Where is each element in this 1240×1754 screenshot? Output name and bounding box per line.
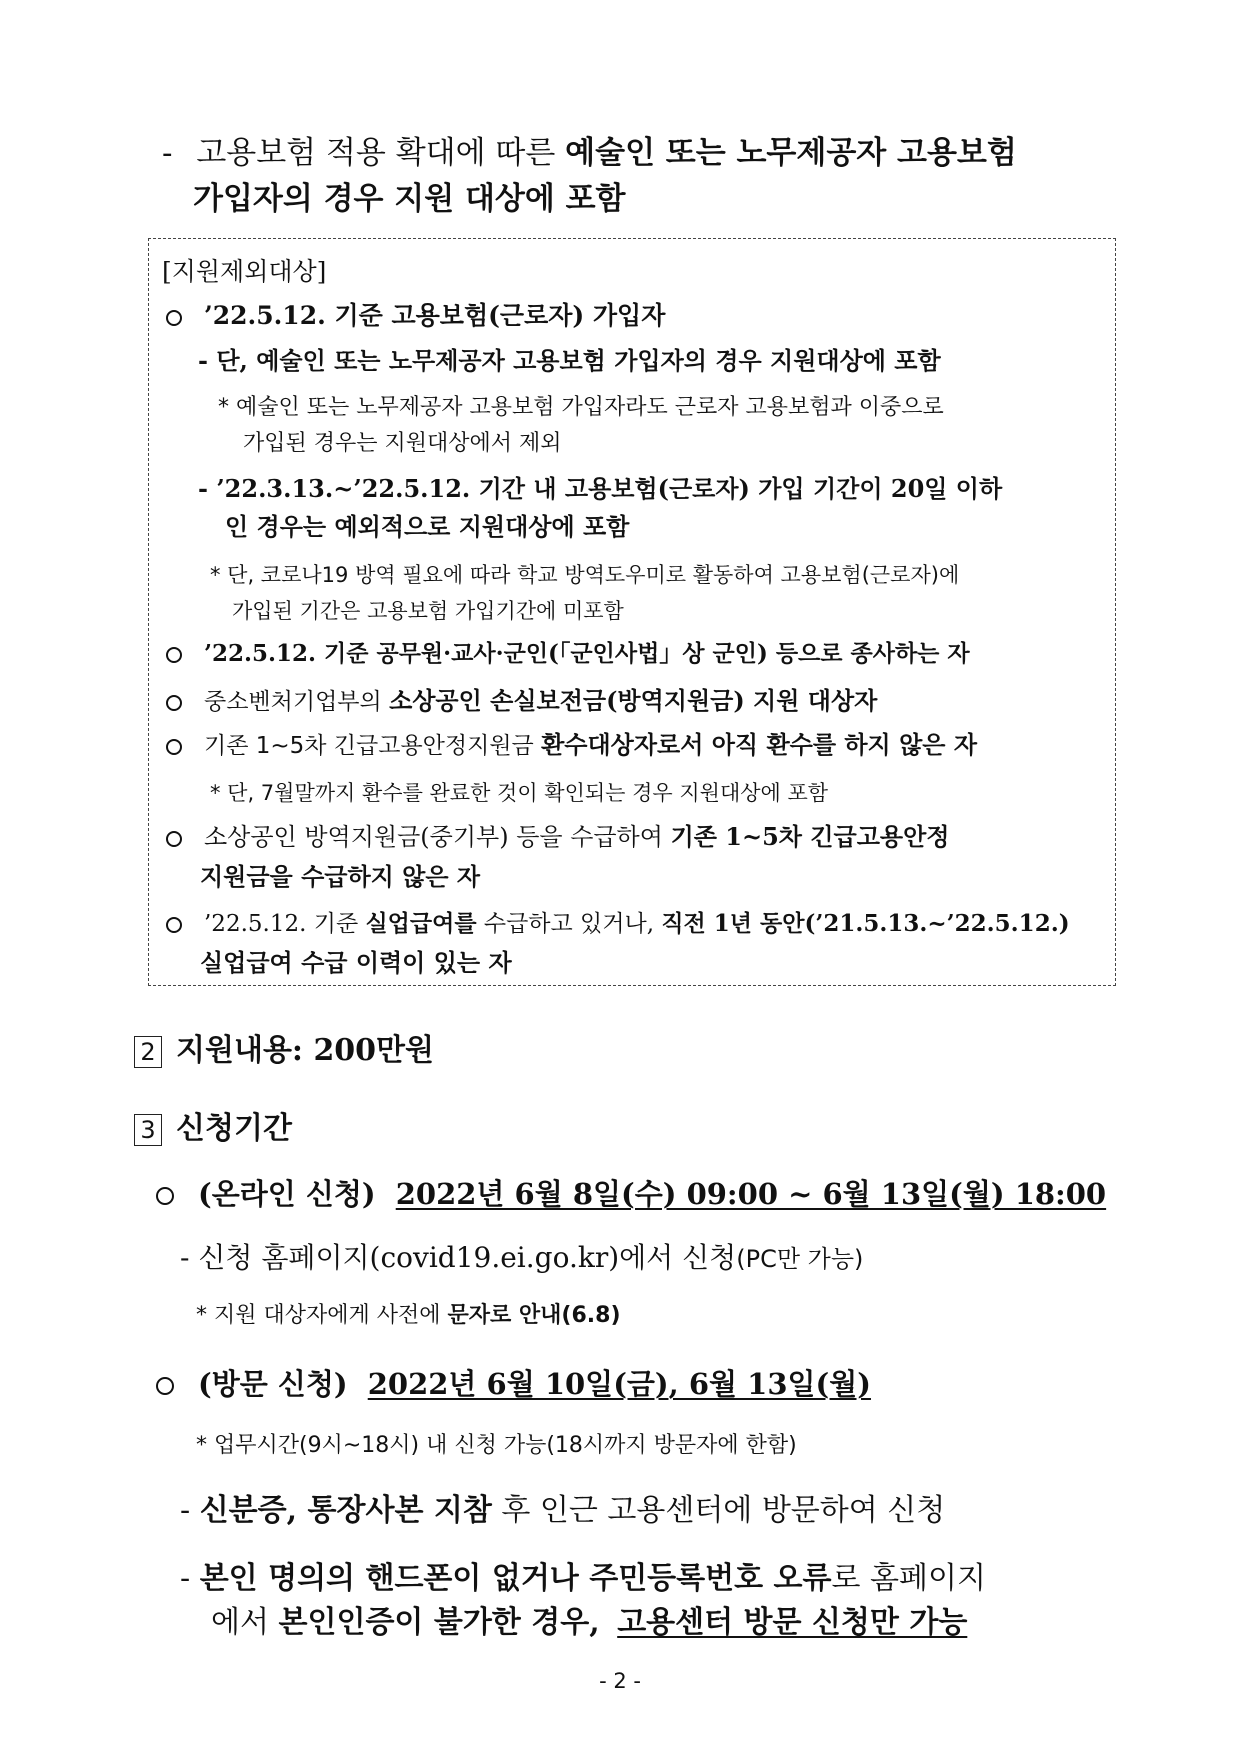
circle-bullet-icon: [166, 831, 182, 847]
visit-sub-2: - 본인 명의의 핸드폰이 없거나 주민등록번호 오류로 홈페이지: [180, 1561, 986, 1596]
circle-bullet-icon: [166, 917, 182, 933]
exclusion-item-6-cont: 실업급여 수급 이력이 있는 자: [200, 948, 512, 977]
intro-line-2: 가입자의 경우 지원 대상에 포함: [193, 181, 626, 217]
exclusion-item-1-note-2-cont: 가입된 기간은 고용보험 가입기간에 미포함: [232, 599, 624, 623]
section-number-box: 3: [134, 1114, 162, 1146]
exclusion-item-6: ’22.5.12. 기준 실업급여를 수급하고 있거나, 직전 1년 동안(’21.5.13.~’22.5.12.): [166, 910, 1070, 939]
exclusion-item-1-note-1-cont: 가입된 경우는 지원대상에서 제외: [243, 431, 562, 456]
section-3-heading: 3 신청기간: [134, 1110, 292, 1148]
exclusion-item-3: 중소벤처기업부의 소상공인 손실보전금(방역지원금) 지원 대상자: [166, 686, 877, 717]
exclusion-item-1-note-2: * 단, 코로나19 방역 필요에 따라 학교 방역도우미로 활동하여 고용보험(근로자)에: [210, 563, 960, 587]
exclusion-item-1-sub-2: - ’22.3.13.~’22.5.12. 기간 내 고용보험(근로자) 가입 기간이 20일 이하: [198, 474, 1003, 503]
intro-line-1: - 고용보험 적용 확대에 따른 예술인 또는 노무제공자 고용보험: [162, 135, 1017, 171]
exclusion-item-1-sub-1: - 단, 예술인 또는 노무제공자 고용보험 가입자의 경우 지원대상에 포함: [198, 346, 941, 375]
circle-bullet-icon: [156, 1187, 174, 1205]
online-application: (온라인 신청) 2022년 6월 8일(수) 09:00 ~ 6월 13일(월) 18:00: [156, 1176, 1106, 1212]
circle-bullet-icon: [166, 739, 182, 755]
circle-bullet-icon: [166, 647, 182, 663]
section-2-heading: 2 지원내용: 200만원: [134, 1032, 434, 1070]
exclusion-item-1: ’22.5.12. 기준 고용보험(근로자) 가입자: [166, 300, 665, 331]
exclusion-item-4-note: * 단, 7월말까지 환수를 완료한 것이 확인되는 경우 지원대상에 포함: [210, 781, 829, 805]
visit-application: (방문 신청) 2022년 6월 10일(금), 6월 13일(월): [156, 1366, 871, 1402]
section-number-box: 2: [134, 1036, 162, 1068]
exclusion-heading: [지원제외대상]: [162, 257, 327, 286]
visit-sub-1: - 신분증, 통장사본 지참 후 인근 고용센터에 방문하여 신청: [180, 1493, 946, 1528]
exclusion-item-2: ’22.5.12. 기준 공무원·교사·군인(「군인사법」상 군인) 등으로 종사하는 자: [166, 640, 970, 669]
circle-bullet-icon: [166, 695, 182, 711]
exclusion-item-5-cont: 지원금을 수급하지 않은 자: [200, 862, 481, 891]
exclusion-item-1-sub-2-cont: 인 경우는 예외적으로 지원대상에 포함: [225, 512, 630, 541]
exclusion-item-1-note-1: * 예술인 또는 노무제공자 고용보험 가입자라도 근로자 고용보험과 이중으로: [218, 395, 944, 420]
circle-bullet-icon: [156, 1377, 174, 1395]
circle-bullet-icon: [166, 310, 182, 326]
online-sub: - 신청 홈페이지(covid19.ei.go.kr)에서 신청(PC만 가능): [180, 1241, 864, 1274]
visit-sub-2-cont: 에서 본인인증이 불가한 경우, 고용센터 방문 신청만 가능: [211, 1605, 968, 1640]
page-number: - 2 -: [599, 1669, 641, 1693]
exclusion-item-5: 소상공인 방역지원금(중기부) 등을 수급하여 기존 1~5차 긴급고용안정: [166, 822, 949, 852]
visit-note: * 업무시간(9시~18시) 내 신청 가능(18시까지 방문자에 한함): [196, 1433, 797, 1458]
exclusion-item-4: 기존 1~5차 긴급고용안정지원금 환수대상자로서 아직 환수를 하지 않은 자: [166, 730, 977, 761]
online-note: * 지원 대상자에게 사전에 문자로 안내(6.8): [196, 1303, 621, 1328]
